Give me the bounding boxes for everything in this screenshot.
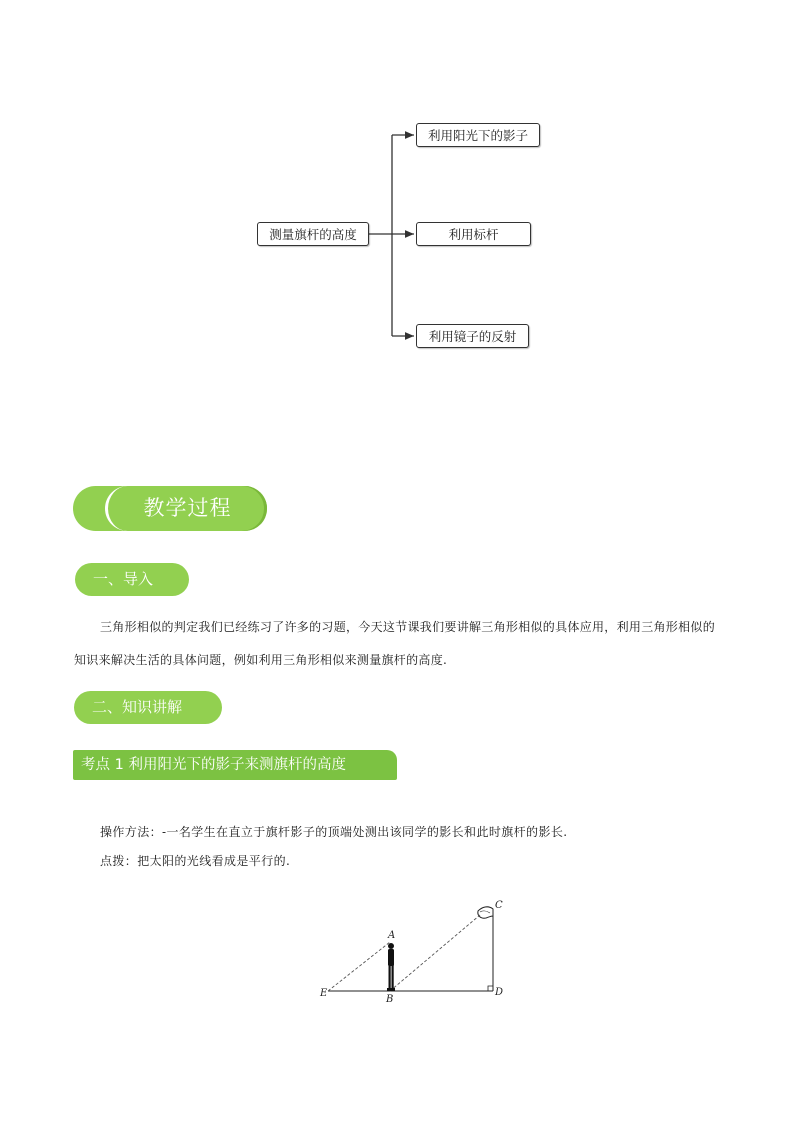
section-banner-title: 教学过程 <box>143 496 232 520</box>
label-a: A <box>388 930 396 941</box>
mindmap-branch-shadow: 利用阳光下的影子 <box>416 123 540 147</box>
flag-icon <box>478 907 493 918</box>
label-b: B <box>386 994 394 1005</box>
right-angle-mark <box>488 986 493 991</box>
section-banner <box>73 486 267 531</box>
label-d: D <box>495 987 504 998</box>
student-silhouette-icon <box>387 943 395 991</box>
part1-heading: 一、导入 <box>75 563 189 596</box>
shadow-diagram <box>310 892 530 1007</box>
mindmap-branch-mirror: 利用镜子的反射 <box>416 324 529 348</box>
operation-method: 操作方法：-一名学生在直立于旗杆影子的顶端处测出该同学的影长和此时旗杆的影长. <box>100 825 568 839</box>
tip-text: 点拨：把太阳的光线看成是平行的. <box>100 854 291 868</box>
section-banner-inner <box>105 486 267 531</box>
sun-ray-pole <box>390 915 480 991</box>
part2-heading: 二、知识讲解 <box>74 691 222 724</box>
mindmap-branch-pole: 利用标杆 <box>416 222 531 246</box>
intro-paragraph: 三角形相似的判定我们已经练习了许多的习题，今天这节课我们要讲解三角形相似的具体应用，利用三角形相似的知识来解决生活的具体问题，例如利用三角形相似来测量旗杆的高度. <box>74 620 716 667</box>
sun-ray-person <box>328 942 390 991</box>
label-c: C <box>495 900 503 911</box>
mindmap-connectors <box>0 0 794 400</box>
topic-tag: 考点 1 利用阳光下的影子来测旗杆的高度 <box>73 750 397 780</box>
label-e: E <box>320 988 328 999</box>
mindmap-root-node: 测量旗杆的高度 <box>257 222 369 246</box>
